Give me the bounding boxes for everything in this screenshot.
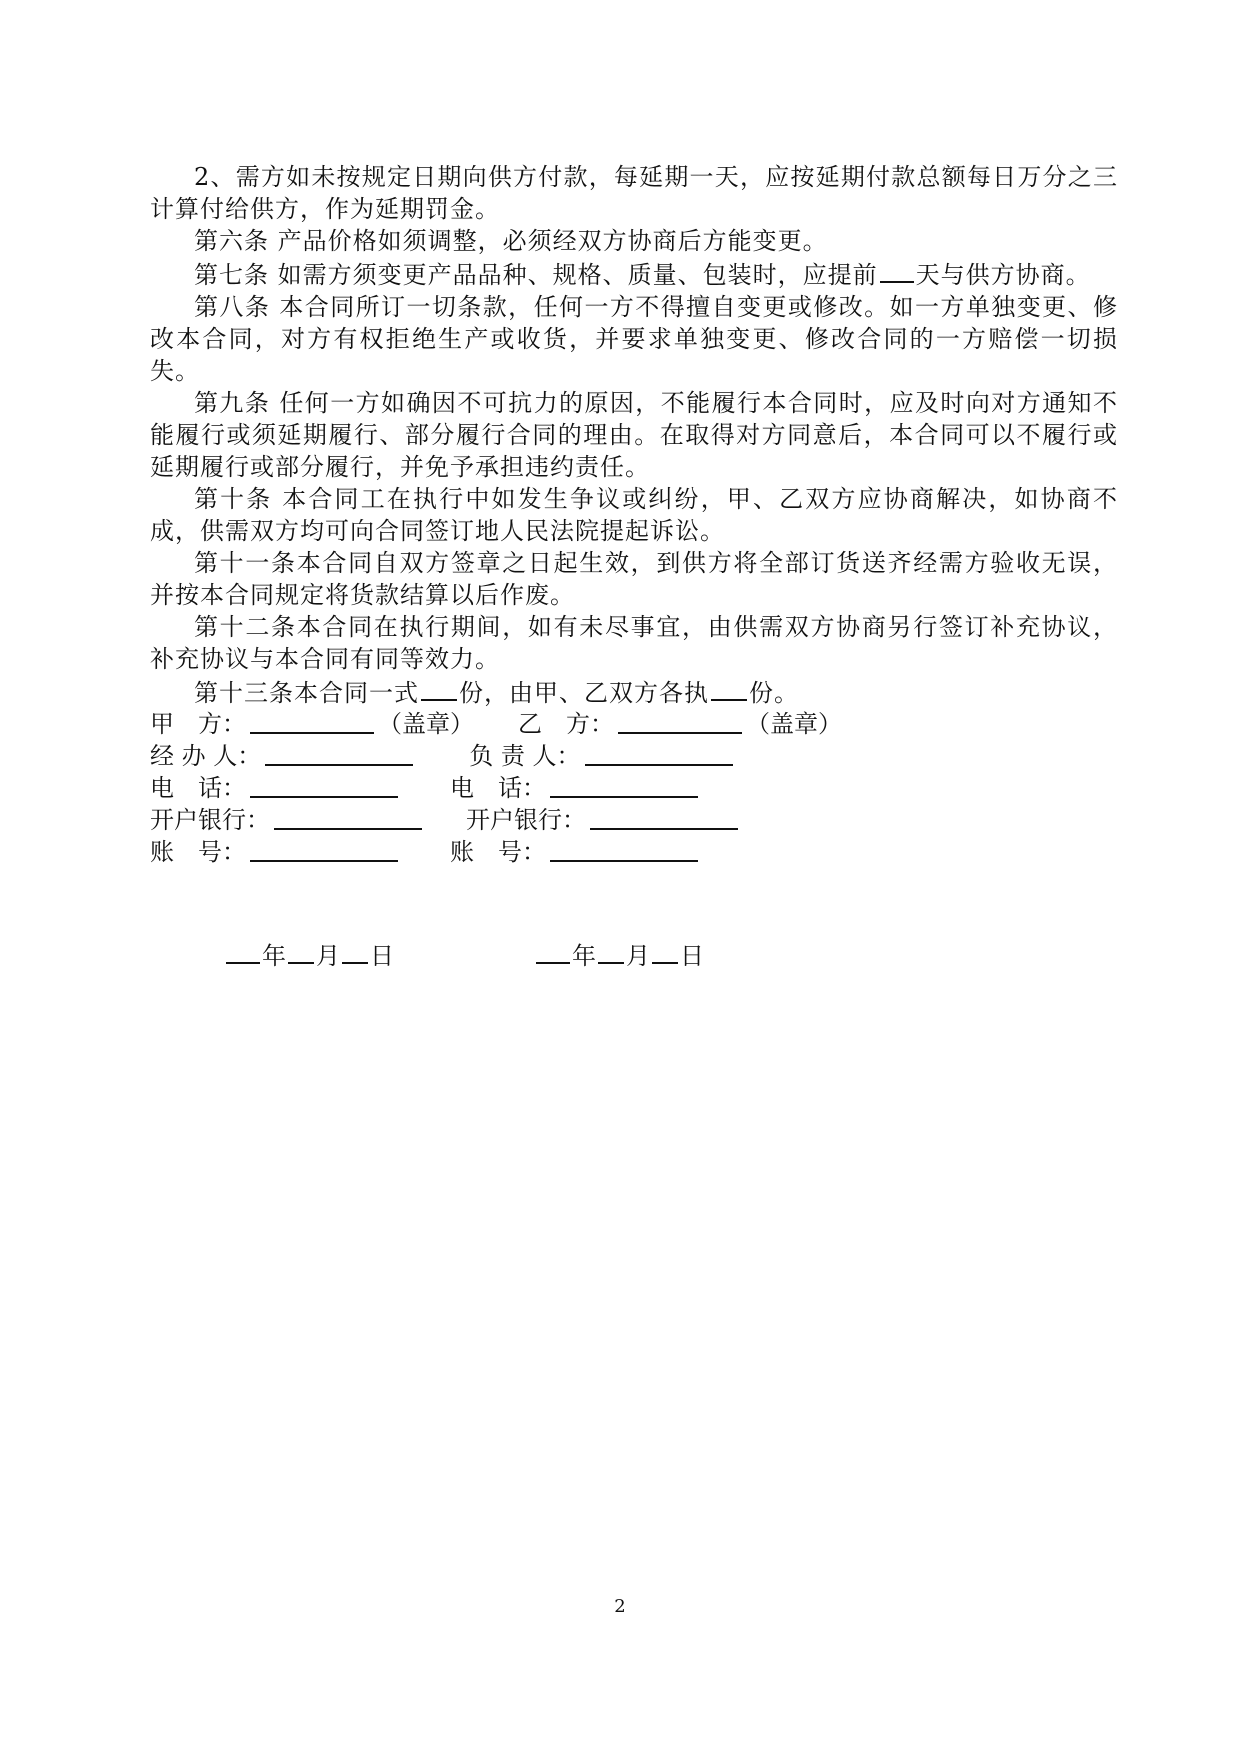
phone-row — [150, 772, 842, 804]
clause-12: 第十二条本合同在执行期间，如有未尽事宜，由供需双方协商另行签订补充协议，补充协议与本合同有同等效力。 — [150, 613, 1118, 673]
day-b-blank[interactable] — [652, 938, 678, 964]
clause-paragraph: 2、需方如未按规定日期向供方付款，每延期一天，应按延期付款总额每日万分之三计算付给供方，作为延期罚金。 — [150, 163, 1118, 223]
party-a-label: 甲 方： — [150, 710, 246, 738]
clause-7 — [150, 257, 1118, 291]
account-a-label: 账 号： — [150, 838, 246, 866]
year-b-label: 年 — [572, 942, 596, 970]
date-party-b — [534, 938, 704, 972]
bank-a-field[interactable] — [274, 804, 422, 830]
party-a-field[interactable] — [250, 708, 374, 734]
bank-a-label: 开户银行： — [150, 806, 270, 834]
clause-6: 第六条 产品价格如须调整，必须经双方协商后方能变更。 — [194, 227, 828, 255]
party-a-stamp: （盖章） — [378, 710, 474, 738]
account-b-field[interactable] — [550, 836, 698, 862]
responsible-field[interactable] — [585, 740, 733, 766]
clause-13-text: 第十三条本合同一式 — [194, 679, 419, 707]
each-copies-blank[interactable] — [711, 675, 747, 701]
account-row — [150, 836, 842, 868]
clause-7-text-end: 天与供方协商。 — [915, 261, 1091, 289]
year-a-blank[interactable] — [226, 938, 260, 964]
day-b-label: 日 — [680, 942, 704, 970]
clause-9: 第九条 任何一方如确因不可抗力的原因，不能履行本合同时，应及时向对方通知不能履行或须延期履行、部分履行合同的理由。在取得对方同意后，本合同可以不履行或延期履行或部分履行，并免予承担违约责任。 — [150, 389, 1118, 481]
month-a-label: 月 — [316, 942, 340, 970]
agent-label: 经 办 人： — [150, 742, 262, 770]
month-b-label: 月 — [626, 942, 650, 970]
bank-row — [150, 804, 842, 836]
clause-13-text-mid: 份，由甲、乙双方各执 — [459, 679, 709, 707]
day-a-blank[interactable] — [342, 938, 368, 964]
clause-13-text-end: 份。 — [749, 679, 799, 707]
party-b-field[interactable] — [618, 708, 742, 734]
contract-clauses — [150, 161, 1118, 709]
party-b-label: 乙 方： — [518, 710, 614, 738]
signature-block — [150, 708, 842, 868]
agent-row — [150, 740, 842, 772]
page-number: 2 — [614, 1596, 626, 1617]
party-row — [150, 708, 842, 740]
date-party-a — [224, 938, 394, 972]
days-blank[interactable] — [880, 257, 914, 283]
phone-b-label: 电 话： — [450, 774, 546, 802]
year-b-blank[interactable] — [536, 938, 570, 964]
clause-11: 第十一条本合同自双方签章之日起生效，到供方将全部订货送齐经需方验收无误，并按本合同规定将货款结算以后作废。 — [150, 549, 1118, 609]
agent-field[interactable] — [265, 740, 413, 766]
account-b-label: 账 号： — [450, 838, 546, 866]
clause-8: 第八条 本合同所订一切条款，任何一方不得擅自变更或修改。如一方单独变更、修改本合同，对方有权拒绝生产或收货，并要求单独变更、修改合同的一方赔偿一切损失。 — [150, 293, 1118, 385]
day-a-label: 日 — [370, 942, 394, 970]
party-b-stamp: （盖章） — [746, 710, 842, 738]
responsible-label: 负 责 人： — [469, 742, 581, 770]
clause-13 — [150, 675, 1118, 709]
phone-b-field[interactable] — [550, 772, 698, 798]
bank-b-field[interactable] — [590, 804, 738, 830]
month-b-blank[interactable] — [598, 938, 624, 964]
account-a-field[interactable] — [250, 836, 398, 862]
phone-a-field[interactable] — [250, 772, 398, 798]
month-a-blank[interactable] — [288, 938, 314, 964]
clause-10: 第十条 本合同工在执行中如发生争议或纠纷，甲、乙双方应协商解决，如协商不成，供需双方均可向合同签订地人民法院提起诉讼。 — [150, 485, 1118, 545]
copies-blank[interactable] — [421, 675, 457, 701]
phone-a-label: 电 话： — [150, 774, 246, 802]
clause-7-text: 第七条 如需方须变更产品品种、规格、质量、包装时，应提前 — [194, 261, 878, 289]
bank-b-label: 开户银行： — [466, 806, 586, 834]
year-a-label: 年 — [262, 942, 286, 970]
